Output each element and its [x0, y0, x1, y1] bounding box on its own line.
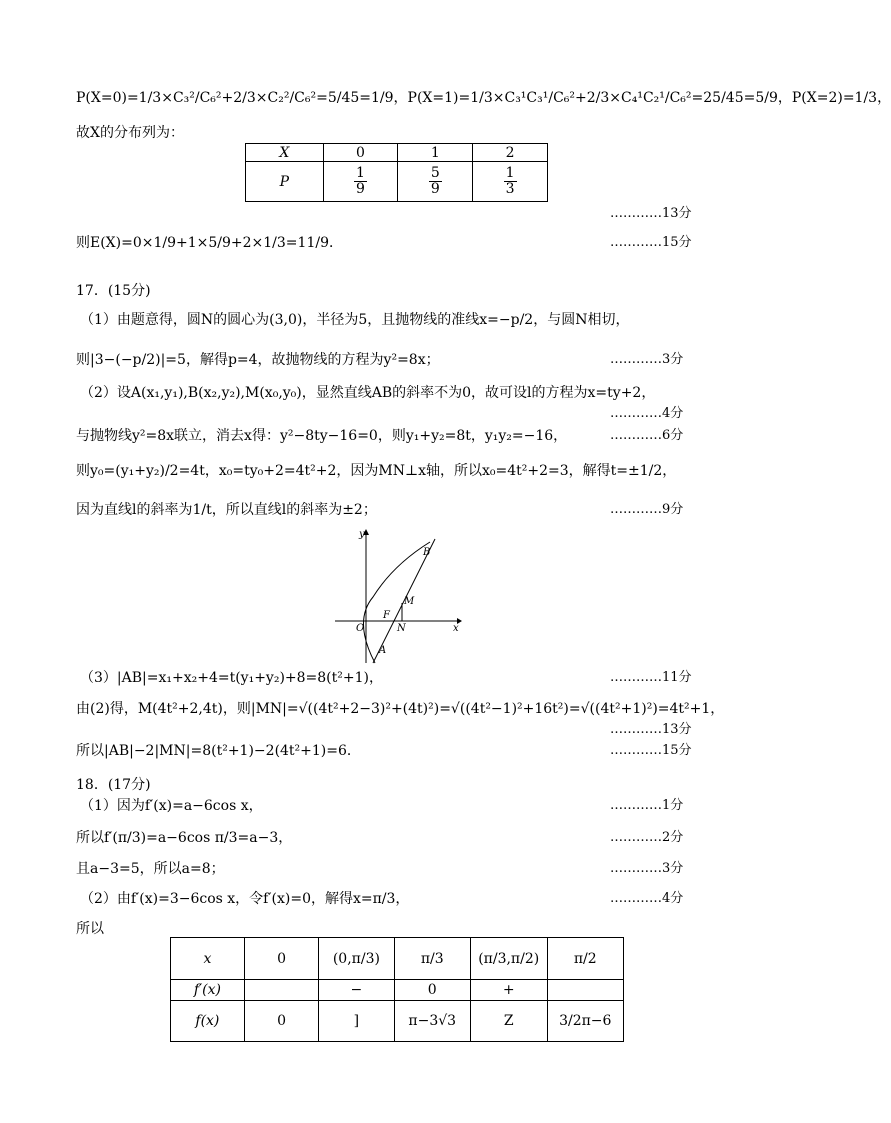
score-marker: …………4分 [610, 406, 684, 421]
table-cell [244, 980, 318, 1001]
table-header-cell: (π/3,π/2) [470, 938, 547, 980]
table-header-cell: (0,π/3) [319, 938, 394, 980]
score-marker: …………3分 [610, 861, 684, 876]
problem-17-part2-b: 与抛物线y²=8x联立，消去x得：y²−8ty−16=0，则y₁+y₂=8t，y₁y₂=−16， [76, 428, 568, 444]
table-cell: 3/2π−6 [547, 1001, 623, 1042]
problem-18-line3: 且a−3=5，所以a=8； [76, 861, 225, 877]
problem-17-part2-d: 因为直线l的斜率为1/t，所以直线l的斜率为±2； [76, 502, 377, 518]
score-marker: …………13分 [610, 722, 692, 737]
table-cell: 0 [394, 980, 470, 1001]
table-header-cell: x [171, 938, 245, 980]
table-cell: $\frac{5}{9}$ [398, 162, 473, 202]
table-cell: $\frac{1}{9}$ [323, 162, 398, 202]
score-marker: …………15分 [610, 235, 692, 250]
table-header-cell: X [246, 144, 324, 162]
point-f-label: F [383, 610, 390, 621]
monotonicity-table [170, 937, 624, 1042]
problem-17-part3-a: （3）|AB|=x₁+x₂+4=t(y₁+y₂)+8=8(t²+1)， [80, 670, 383, 686]
problem-17-part2-c: 则y₀=(y₁+y₂)/2=4t，x₀=ty₀+2=4t²+2，因为MN⊥x轴，所以x₀=4t²+2=3，解得t=±1/2， [76, 463, 677, 479]
table-header-cell: π/2 [547, 938, 623, 980]
score-marker: …………4分 [610, 891, 684, 906]
table-cell: + [470, 980, 547, 1001]
score-marker: …………1分 [610, 798, 684, 813]
problem-18-line1: （1）因为f′(x)=a−6cos x， [80, 798, 263, 814]
point-m-label: M [404, 596, 415, 607]
section-17-heading: 17．(15分) [76, 283, 151, 299]
problem-17-part3-b: 由(2)得，M(4t²+2,4t)，则|MN|=√((4t²+2−3)²+(4t)²)=√((4t²−1)²+16t²)=√((4t²+1)²)=4t²+1， [76, 701, 725, 717]
table-cell: $\frac{1}{3}$ [473, 162, 548, 202]
table-header-cell: 0 [244, 938, 318, 980]
table-header-cell: 1 [398, 144, 473, 162]
table-row-label: P [246, 162, 324, 202]
table-row-label: f′(x) [171, 980, 245, 1001]
table-cell: 0 [244, 1001, 318, 1042]
problem-17-part1-a: （1）由题意得，圆N的圆心为(3,0)，半径为5，且抛物线的准线x=−p/2，与圆N相切， [80, 312, 630, 328]
expectation-line: 则E(X)=0×1/9+1×5/9+2×1/3=11/9． [76, 235, 343, 251]
score-marker: …………15分 [610, 743, 692, 758]
probability-line: P(X=0)=1/3×C₃²/C₆²+2/3×C₂²/C₆²=5/45=1/9，P(X=1)=1/3×C₃¹C₃¹/C₆²+2/3×C₄¹C₂¹/C₆²=25/45=5/9，P(X=2)=1/3， [76, 90, 891, 106]
score-marker: …………6分 [610, 428, 684, 443]
y-axis-label: y [359, 529, 365, 540]
table-cell: ] [319, 1001, 394, 1042]
table-header-cell: 0 [323, 144, 398, 162]
table-header-cell: π/3 [394, 938, 470, 980]
point-a-label: A [379, 645, 387, 656]
table-cell: − [319, 980, 394, 1001]
parabola-figure [335, 525, 465, 665]
score-marker: …………2分 [610, 830, 684, 845]
x-axis-label: x [453, 623, 459, 634]
score-marker: …………3分 [610, 352, 684, 367]
table-header-cell: 2 [473, 144, 548, 162]
distribution-intro: 故X的分布列为： [76, 125, 184, 141]
table-cell: Z [470, 1001, 547, 1042]
problem-18-line4: （2）由f′(x)=3−6cos x，令f′(x)=0，解得x=π/3， [80, 891, 410, 907]
origin-label: O [356, 623, 365, 634]
problem-17-part2-a: （2）设A(x₁,y₁),B(x₂,y₂),M(x₀,y₀)，显然直线AB的斜率不为0，故可设l的方程为x=ty+2， [80, 385, 656, 401]
problem-17-part3-c: 所以|AB|−2|MN|=8(t²+1)−2(4t²+1)=6． [76, 743, 361, 759]
problem-18-line2: 所以f′(π/3)=a−6cos π/3=a−3， [76, 830, 293, 846]
table-row-label: f(x) [171, 1001, 245, 1042]
section-18-heading: 18．(17分) [76, 777, 151, 793]
point-n-label: N [397, 623, 406, 634]
score-marker: …………11分 [610, 670, 692, 685]
table-cell: π−3√3 [394, 1001, 470, 1042]
distribution-table [245, 143, 548, 202]
score-marker: …………9分 [610, 502, 684, 517]
table-cell [547, 980, 623, 1001]
problem-18-line5: 所以 [76, 921, 104, 937]
score-marker: …………13分 [610, 206, 692, 221]
problem-17-part1-b: 则|3−(−p/2)|=5，解得p=4，故抛物线的方程为y²=8x； [76, 352, 440, 368]
point-b-label: B [423, 547, 431, 558]
